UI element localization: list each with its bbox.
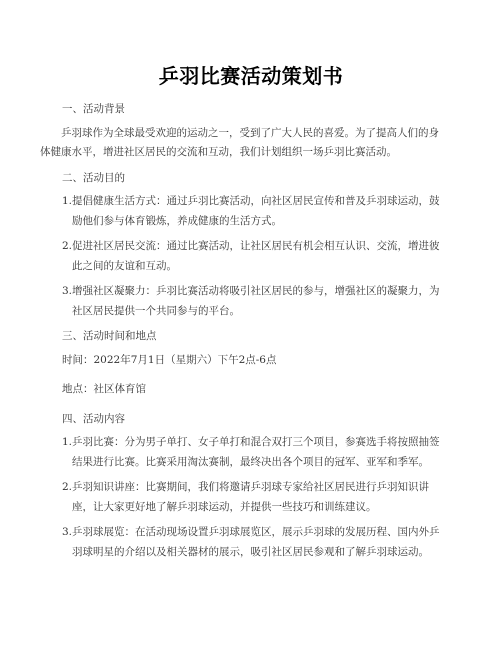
section-heading-purpose: 二、活动目的 bbox=[62, 171, 125, 184]
list-number: 1. bbox=[62, 436, 73, 448]
list-number: 3. bbox=[62, 285, 73, 297]
list-item bbox=[62, 523, 444, 562]
list-number: 2. bbox=[62, 240, 73, 252]
list-item bbox=[62, 282, 444, 321]
event-place: 地点：社区体育馆 bbox=[62, 383, 146, 395]
section-heading-background: 一、活动背景 bbox=[62, 103, 125, 115]
list-text: 乒羽球展览：在活动现场设置乒羽球展览区，展示乒羽球的发展历程、国内外乒羽球明星的介绍以及相关器材的展示，吸引社区居民参观和了解乒羽球运动。 bbox=[72, 526, 440, 558]
list-number: 2. bbox=[62, 481, 73, 493]
list-text: 提倡健康生活方式：通过乒羽比赛活动，向社区居民宣传和普及乒羽球运动，鼓励他们参与体育锻炼，养成健康的生活方式。 bbox=[72, 195, 440, 227]
section-heading-content: 四、活动内容 bbox=[62, 412, 125, 425]
list-text: 乒羽知识讲座：比赛期间，我们将邀请乒羽球专家给社区居民进行乒羽知识讲座，让大家更好地了解乒羽球运动，并提供一些技巧和训练建议。 bbox=[72, 481, 430, 513]
list-text: 增强社区凝聚力：乒羽比赛活动将吸引社区居民的参与，增强社区的凝聚力，为社区居民提供一个共同参与的平台。 bbox=[72, 285, 440, 317]
list-item bbox=[62, 192, 444, 231]
list-item bbox=[62, 478, 444, 517]
list-number: 1. bbox=[62, 195, 73, 207]
list-item bbox=[62, 433, 444, 472]
list-number: 3. bbox=[62, 526, 73, 538]
list-item bbox=[62, 237, 444, 276]
section-heading-time-place: 三、活动时间和地点 bbox=[62, 330, 157, 342]
list-text: 促进社区居民交流：通过比赛活动，让社区居民有机会相互认识、交流，增进彼此之间的友谊和互动。 bbox=[72, 240, 440, 272]
document-title: 乒羽比赛活动策划书 bbox=[158, 64, 344, 88]
document-body bbox=[40, 100, 444, 568]
background-paragraph: 乒羽球作为全球最受欢迎的运动之一，受到了广大人民的喜爱。为了提高人们的身体健康水平，增进社区居民的交流和互动，我们计划组织一场乒羽比赛活动。 bbox=[40, 126, 439, 158]
list-text: 乒羽比赛：分为男子单打、女子单打和混合双打三个项目，参赛选手将按照抽签结果进行比赛。比赛采用淘汰赛制，最终决出各个项目的冠军、亚军和季军。 bbox=[72, 436, 440, 468]
event-time: 时间：2022年7月1日（星期六）下午2点-6点 bbox=[62, 353, 277, 366]
